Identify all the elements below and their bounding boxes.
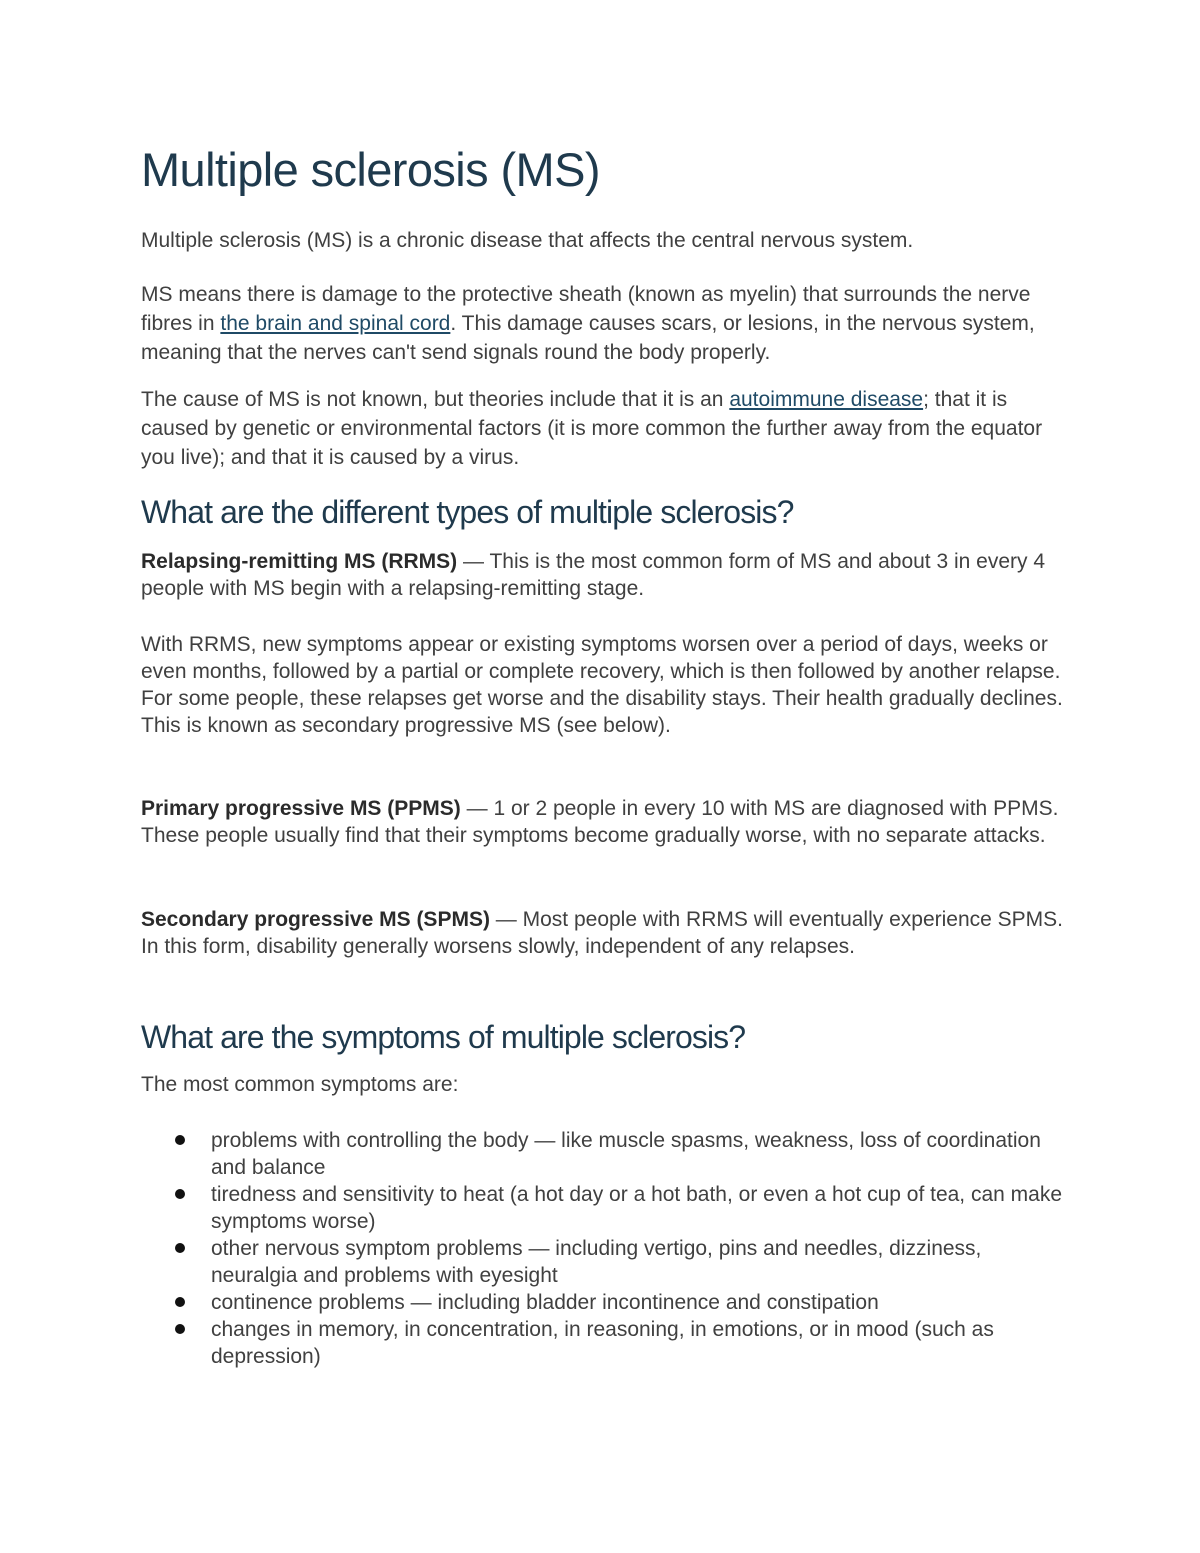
ppms-text: — 1 or 2 people in every 10 with MS are diagnosed with PPMS. These people usually find that their symptoms become gradually worse, with no separate attacks. bbox=[141, 797, 1059, 847]
rrms-paragraph bbox=[141, 548, 1066, 602]
brain-and-spinal-cord-link[interactable]: the brain and spinal cord bbox=[220, 312, 451, 335]
symptom-text: changes in memory, in concentration, in reasoning, in emotions, or in mood (such as depression) bbox=[211, 1318, 994, 1368]
bullet-icon bbox=[175, 1297, 185, 1307]
bullet-icon bbox=[175, 1189, 185, 1199]
cause-paragraph bbox=[141, 385, 1066, 472]
ppms-term: Primary progressive MS (PPMS) bbox=[141, 797, 461, 820]
symptoms-heading: What are the symptoms of multiple sclerosis? bbox=[141, 1019, 746, 1055]
rrms-term: Relapsing-remitting MS (RRMS) bbox=[141, 550, 458, 573]
autoimmune-disease-link[interactable]: autoimmune disease bbox=[729, 388, 924, 411]
list-item bbox=[141, 1316, 1066, 1370]
rrms-detail-paragraph: With RRMS, new symptoms appear or existing symptoms worsen over a period of days, weeks or even months, followed by a partial or complete recovery, which is then followed by another relapse. For some people, these relapses get worse and the disability stays. Their health gradually declines. This is known as secondary progressive MS (see below). bbox=[141, 633, 1063, 737]
bullet-icon bbox=[175, 1324, 185, 1334]
myelin-paragraph bbox=[141, 280, 1066, 367]
bullet-icon bbox=[175, 1243, 185, 1253]
list-item bbox=[141, 1235, 1066, 1289]
list-item bbox=[141, 1181, 1066, 1235]
list-item bbox=[141, 1289, 1066, 1316]
cause-text-before: The cause of MS is not known, but theories include that it is an bbox=[141, 388, 730, 411]
spms-text: — Most people with RRMS will eventually experience SPMS. In this form, disability generally worsens slowly, independent of any relapses. bbox=[141, 908, 1064, 958]
symptom-text: continence problems — including bladder incontinence and constipation bbox=[211, 1291, 879, 1314]
symptom-text: problems with controlling the body — like muscle spasms, weakness, loss of coordination and balance bbox=[211, 1129, 1041, 1179]
myelin-text-before: MS means there is damage to the protective sheath (known as myelin) that surrounds the nerve fibres in bbox=[141, 283, 1031, 335]
cause-text-after: ; that it is caused by genetic or environmental factors (it is more common the further away from the equator you live); and that it is caused by a virus. bbox=[141, 388, 1043, 469]
symptom-text: other nervous symptom problems — including vertigo, pins and needles, dizziness, neuralgia and problems with eyesight bbox=[211, 1237, 982, 1287]
list-item bbox=[141, 1127, 1066, 1181]
symptom-text: tiredness and sensitivity to heat (a hot day or a hot bath, or even a hot cup of tea, can make symptoms worse) bbox=[211, 1183, 1063, 1233]
symptoms-lead: The most common symptoms are: bbox=[141, 1073, 459, 1096]
spms-term: Secondary progressive MS (SPMS) bbox=[141, 908, 490, 931]
intro-paragraph: Multiple sclerosis (MS) is a chronic disease that affects the central nervous system. bbox=[141, 229, 914, 252]
types-heading: What are the different types of multiple sclerosis? bbox=[141, 494, 794, 530]
spms-paragraph bbox=[141, 906, 1066, 960]
ppms-paragraph bbox=[141, 795, 1066, 849]
myelin-text-after: . This damage causes scars, or lesions, in the nervous system, meaning that the nerves can't send signals round the body properly. bbox=[141, 312, 1035, 364]
symptoms-list bbox=[141, 1127, 1066, 1370]
bullet-icon bbox=[175, 1135, 185, 1145]
page-title: Multiple sclerosis (MS) bbox=[141, 143, 600, 196]
rrms-text: — This is the most common form of MS and about 3 in every 4 people with MS begin with a relapsing-remitting stage. bbox=[141, 550, 1046, 600]
